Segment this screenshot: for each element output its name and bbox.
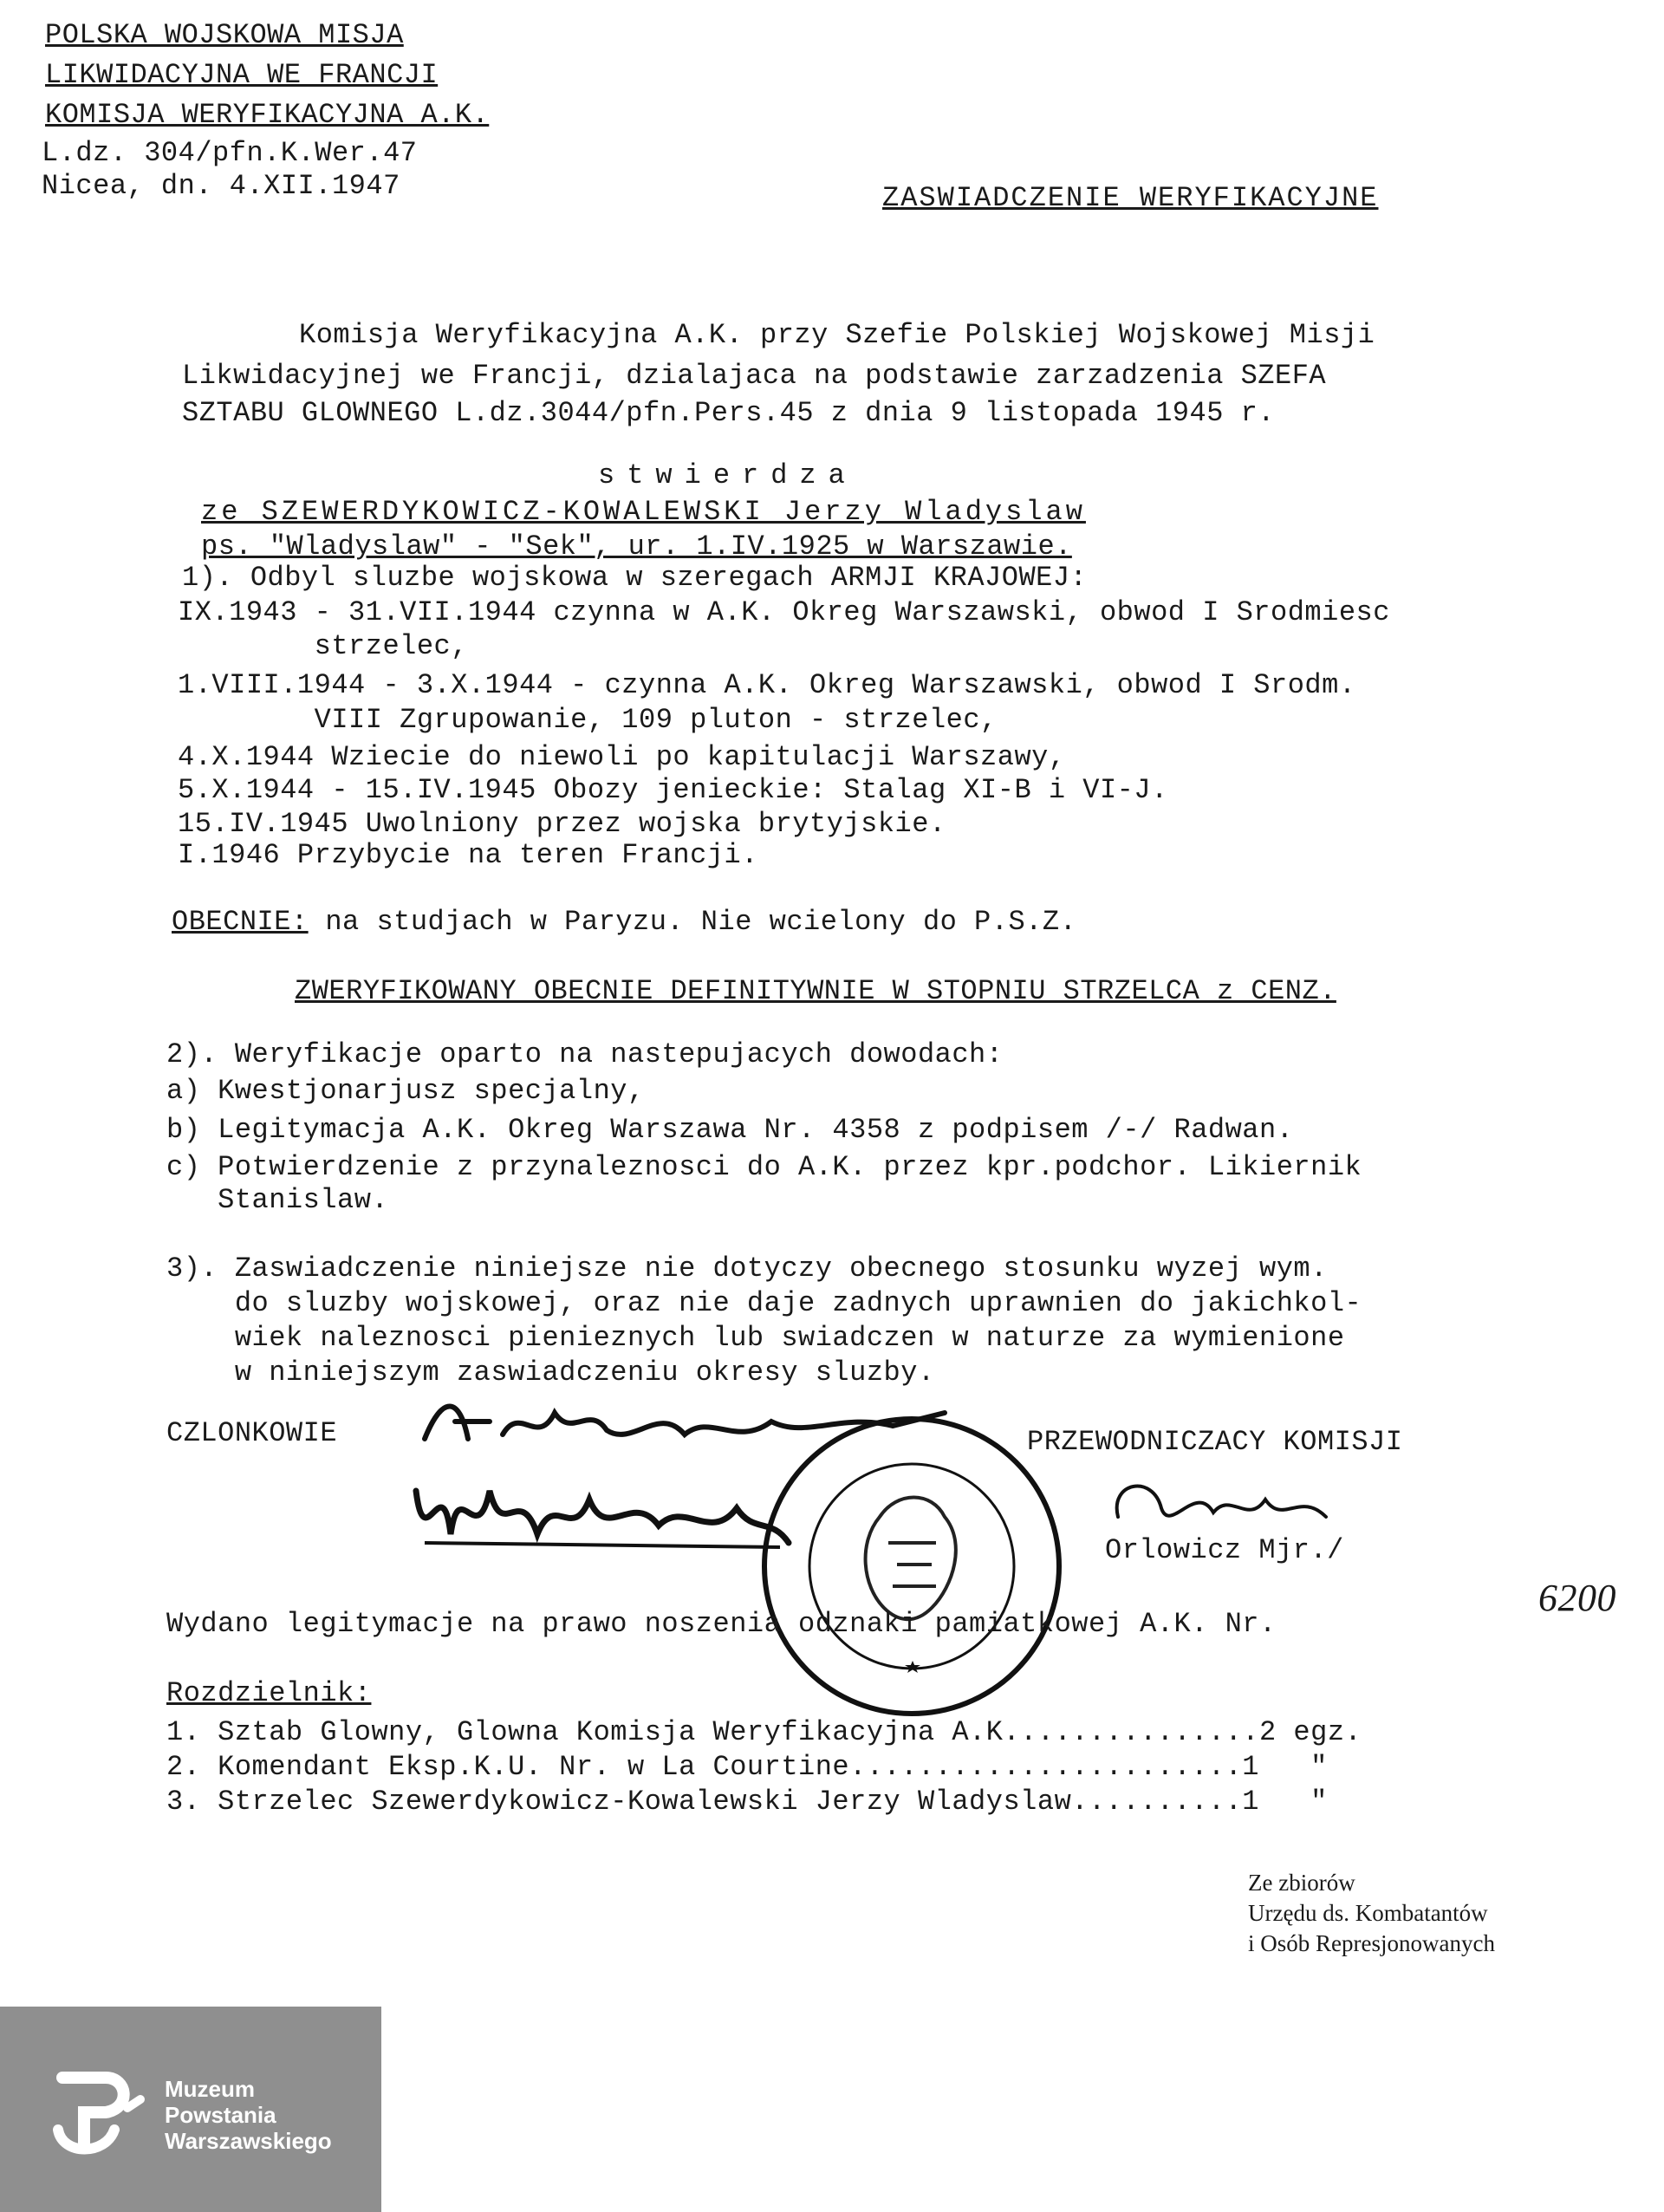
current-status-text: na studjach w Paryzu. Nie wcielony do P.S.Z.	[308, 906, 1077, 938]
anchor-icon	[45, 2069, 149, 2164]
evidence-line: Stanislaw.	[166, 1184, 389, 1216]
header-line-3: KOMISJA WERYFIKACYJNA A.K.	[45, 99, 490, 131]
distribution-label: Rozdzielnik:	[166, 1677, 372, 1709]
reference-number: L.dz. 304/pfn.K.Wer.47	[42, 137, 418, 169]
stwierdza-heading: stwierdza	[598, 459, 857, 491]
place-date: Nicea, dn. 4.XII.1947	[42, 170, 400, 202]
member-signature-2	[407, 1456, 806, 1569]
official-stamp	[758, 1413, 1066, 1721]
chair-signature	[1101, 1465, 1343, 1543]
evidence-line: c) Potwierdzenie z przynaleznosci do A.K. przez kpr.podchor. Likiernik	[166, 1151, 1362, 1183]
header-line-1: POLSKA WOJSKOWA MISJA	[45, 19, 404, 51]
service-line: 5.X.1944 - 15.IV.1945 Obozy jenieckie: Stalag XI-B i VI-J.	[178, 774, 1168, 806]
intro-line-3: SZTABU GLOWNEGO L.dz.3044/pfn.Pers.45 z dnia 9 listopada 1945 r.	[182, 397, 1275, 429]
chair-label: PRZEWODNICZACY KOMISJI	[1027, 1426, 1403, 1458]
badge-issued-line: Wydano legitymacje na prawo noszenia odznaki pamiatkowej A.K. Nr.	[166, 1608, 1277, 1640]
header-line-2: LIKWIDACYJNA WE FRANCJI	[45, 59, 439, 91]
evidence-line: b) Legitymacja A.K. Okreg Warszawa Nr. 4358 z podpisem /-/ Radwan.	[166, 1114, 1294, 1146]
service-line: 4.X.1944 Wziecie do niewoli po kapitulacji Warszawy,	[178, 741, 1066, 773]
clause-line: wiek naleznosci pienieznych lub swiadczen w naturze za wymienione	[166, 1322, 1345, 1354]
source-note-line: i Osób Represjonowanych	[1248, 1930, 1495, 1956]
verification-statement: ZWERYFIKOWANY OBECNIE DEFINITYWNIE W STOPNIU STRZELCA z CENZ.	[295, 975, 1336, 1007]
person-details: ps. "Wladyslaw" - "Sek", ur. 1.IV.1925 w Warszawie.	[201, 530, 1072, 563]
person-name: ze SZEWERDYKOWICZ-KOWALEWSKI Jerzy Wladyslaw	[201, 496, 1086, 528]
distribution-item: 3. Strzelec Szewerdykowicz-Kowalewski Jerzy Wladyslaw..........1 "	[166, 1786, 1328, 1818]
members-label: CZLONKOWIE	[166, 1417, 338, 1449]
evidence-line: a) Kwestjonarjusz specjalny,	[166, 1075, 645, 1107]
distribution-item: 2. Komendant Eksp.K.U. Nr. w La Courtine.......................1 "	[166, 1751, 1328, 1783]
evidence-line: 2). Weryfikacje oparto na nastepujacych dowodach:	[166, 1038, 1004, 1070]
museum-name-line: Powstania	[165, 2102, 276, 2128]
clause-line: w niniejszym zaswiadczeniu okresy sluzby.	[166, 1356, 935, 1389]
intro-line-2: Likwidacyjnej we Francji, dzialajaca na podstawie zarzadzenia SZEFA	[182, 360, 1327, 392]
document-title: ZASWIADCZENIE WERYFIKACYJNE	[882, 182, 1379, 214]
current-status-label: OBECNIE:	[172, 906, 309, 938]
clause-line: 3). Zaswiadczenie niniejsze nie dotyczy obecnego stosunku wyzej wym.	[166, 1252, 1328, 1285]
service-line: 1.VIII.1944 - 3.X.1944 - czynna A.K. Okreg Warszawski, obwod I Srodm.	[178, 669, 1356, 701]
clause-line: do sluzby wojskowej, oraz nie daje zadnych uprawnien do jakichkol-	[166, 1287, 1362, 1319]
distribution-item: 1. Sztab Glowny, Glowna Komisja Weryfikacyjna A.K...............2 egz.	[166, 1716, 1362, 1748]
service-line: IX.1943 - 31.VII.1944 czynna w A.K. Okreg Warszawski, obwod I Srodmiesc	[178, 596, 1390, 628]
museum-logo	[0, 2007, 381, 2212]
museum-name	[165, 2076, 332, 2154]
museum-name-line: Muzeum	[165, 2076, 255, 2102]
source-note-line: Urzędu ds. Kombatantów	[1248, 1900, 1488, 1926]
museum-name-line: Warszawskiego	[165, 2128, 332, 2154]
chair-name: Orlowicz Mjr./	[1105, 1534, 1344, 1566]
badge-number: 6200	[1538, 1577, 1616, 1619]
service-line: strzelec,	[178, 630, 468, 662]
intro-line-1: Komisja Weryfikacyjna A.K. przy Szefie Polskiej Wojskowej Misji	[299, 319, 1375, 351]
source-note-line: Ze zbiorów	[1248, 1870, 1355, 1896]
service-line: 15.IV.1945 Uwolniony przez wojska brytyjskie.	[178, 808, 946, 840]
current-status	[172, 906, 1076, 939]
service-line: VIII Zgrupowanie, 109 pluton - strzelec,	[178, 704, 998, 736]
service-line: I.1946 Przybycie na teren Francji.	[178, 839, 758, 871]
service-line: 1). Odbyl sluzbe wojskowa w szeregach ARMJI KRAJOWEJ:	[182, 562, 1088, 594]
